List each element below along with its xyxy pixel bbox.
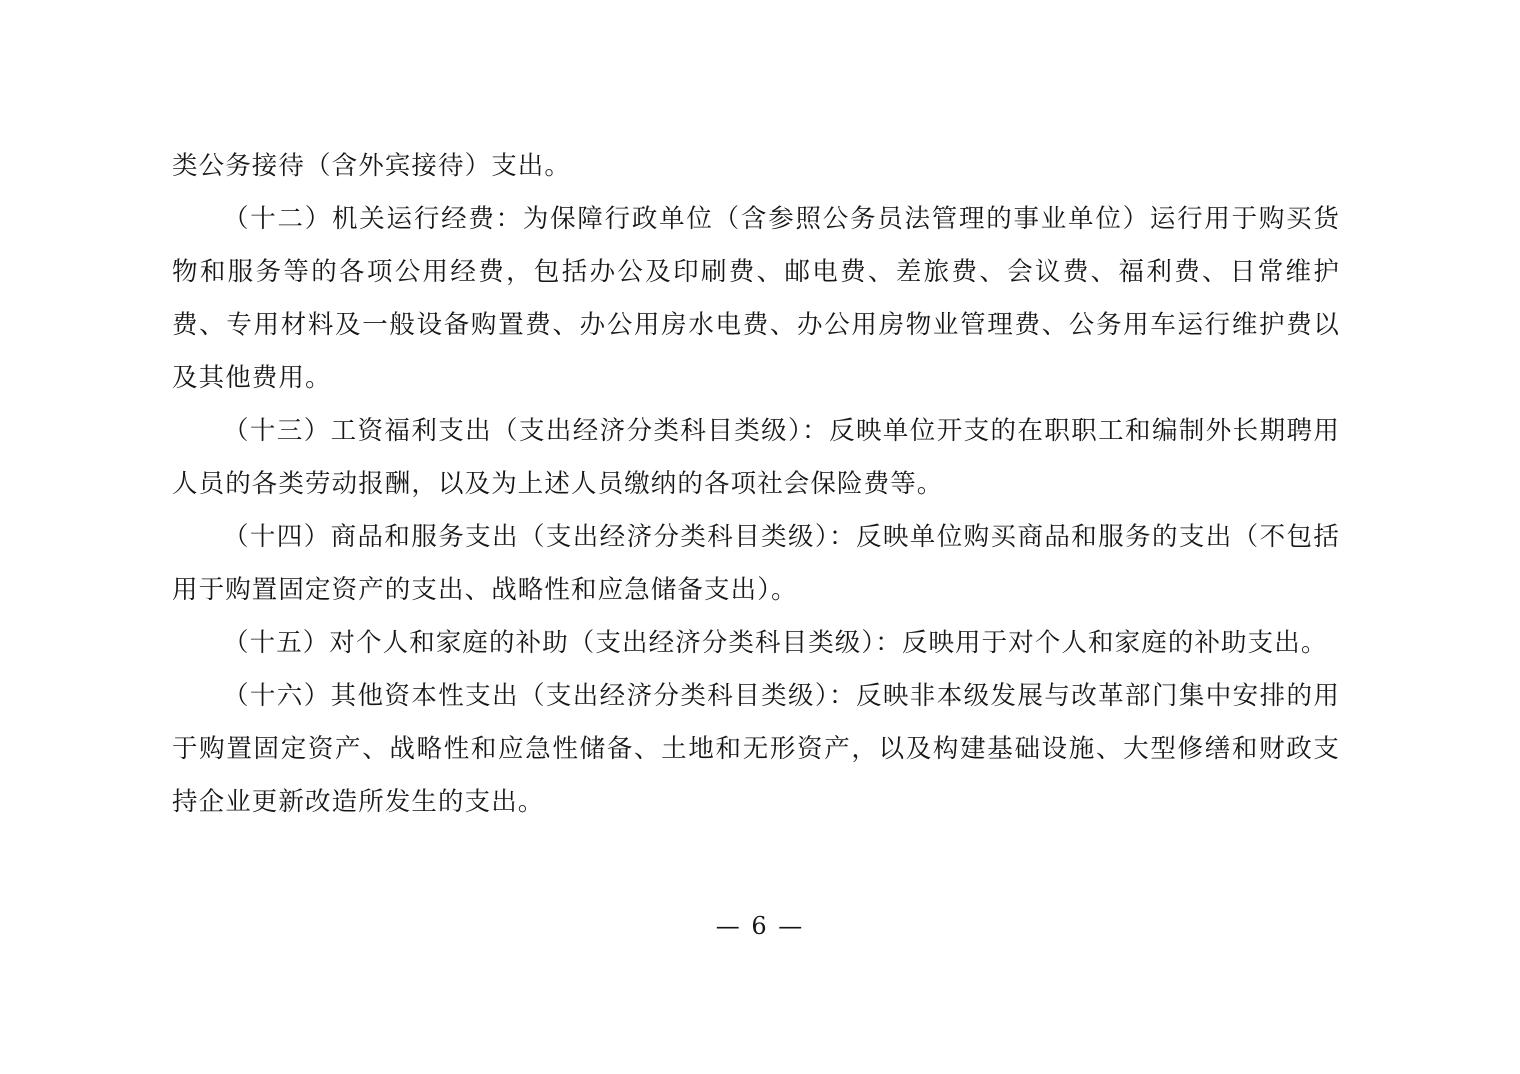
paragraph-item-14: （十四）商品和服务支出（支出经济分类科目类级）：反映单位购买商品和服务的支出（不包括用于购置固定资产的支出、战略性和应急储备支出）。 — [172, 522, 1340, 605]
document-body — [172, 140, 1340, 829]
paragraph-continuation: 类公务接待（含外宾接待）支出。 — [172, 151, 572, 181]
paragraph-item-16: （十六）其他资本性支出（支出经济分类科目类级）：反映非本级发展与改革部门集中安排的用于购置固定资产、战略性和应急性储备、土地和无形资产，以及构建基础设施、大型修缮和财政支持企业更新改造所发生的支出。 — [172, 681, 1340, 817]
paragraph-item-12: （十二）机关运行经费：为保障行政单位（含参照公务员法管理的事业单位）运行用于购买货物和服务等的各项公用经费，包括办公及印刷费、邮电费、差旅费、会议费、福利费、日常维护费、专用材料及一般设备购置费、办公用房水电费、办公用房物业管理费、公务用车运行维护费以及其他费用。 — [172, 204, 1340, 393]
page-number: — 6 — — [715, 912, 805, 940]
paragraph-item-13: （十三）工资福利支出（支出经济分类科目类级）：反映单位开支的在职职工和编制外长期聘用人员的各类劳动报酬，以及为上述人员缴纳的各项社会保险费等。 — [172, 416, 1340, 499]
paragraph-item-15: （十五）对个人和家庭的补助（支出经济分类科目类级）：反映用于对个人和家庭的补助支出。 — [223, 628, 1328, 658]
